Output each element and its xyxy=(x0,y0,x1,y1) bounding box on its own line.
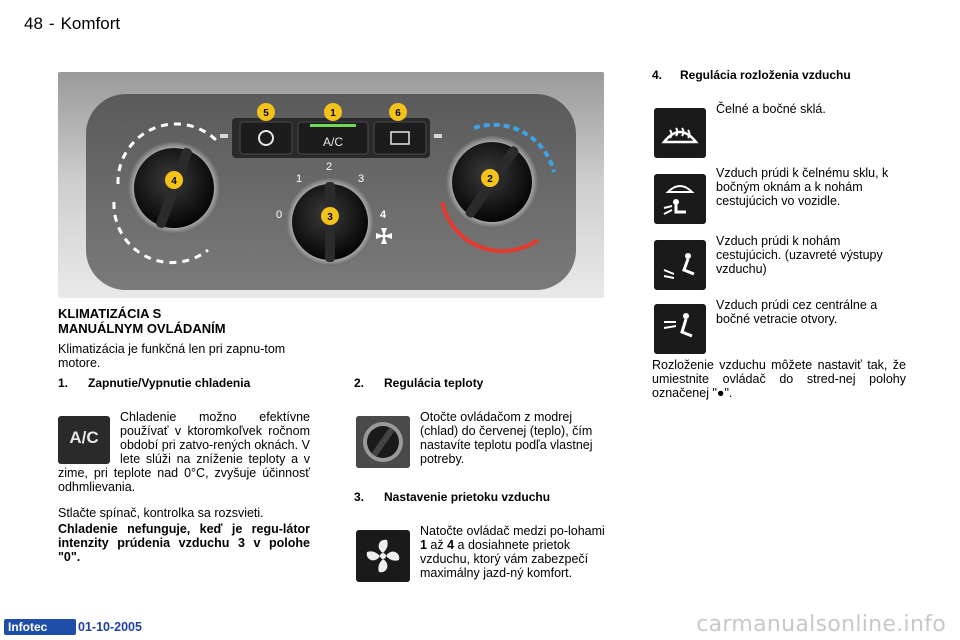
sec3-number: 3. xyxy=(354,490,365,504)
face-vent-icon xyxy=(654,304,706,354)
temperature-knob-svg xyxy=(356,416,410,468)
sec4-title: Regulácia rozloženia vzduchu xyxy=(680,68,851,82)
watermark-site: carmanualsonline.info xyxy=(696,612,946,637)
callout-1: 1 xyxy=(330,108,336,119)
header-separator: - xyxy=(48,14,55,33)
sec3-text-mid: až xyxy=(426,538,448,552)
sec3-text xyxy=(420,524,606,580)
fan-mark-2: 2 xyxy=(326,161,333,173)
sec1-text-a-content: Chladenie možno efektívne používať v ktoromkoľvek ročnom období pri zatvo-rených oknách. V lete slúži na zníženie teploty a v zime, pri teplote nad 0°C, zvyšuje účinnosť odhmlievania. xyxy=(58,410,310,494)
page-header xyxy=(24,14,120,34)
sec1-warning: Chladenie nefunguje, keď je regu-látor intenzity prúdenia vzduchu 3 v polohe "0". xyxy=(58,522,310,564)
chapter-title: Komfort xyxy=(60,14,121,33)
sec4-footer-text: Rozloženie vzduchu môžete nastaviť tak, že umiestnite ovládač do stred-nej polohy označenej "●". xyxy=(652,358,906,400)
ac-icon-label: A/C xyxy=(69,428,99,447)
sec1-text-a xyxy=(58,410,310,494)
infotec-logo: Infotec xyxy=(4,619,76,635)
section-title-line2: MANUÁLNYM OVLÁDANÍM xyxy=(58,321,226,336)
callout-2: 2 xyxy=(487,174,493,185)
section-title xyxy=(58,306,226,336)
sec1-text-b: Stlačte spínač, kontrolka sa rozsvieti. xyxy=(58,506,264,520)
sec3-title: Nastavenie prietoku vzduchu xyxy=(384,490,551,504)
temperature-knob-icon xyxy=(356,416,410,468)
fan-mark-1: 1 xyxy=(296,173,303,185)
sec2-text: Otočte ovládačom z modrej (chlad) do červenej (teplo), čím nastavíte teplotu podľa vlastnej potreby. xyxy=(420,410,593,466)
callout-5: 5 xyxy=(263,108,269,119)
fan-mark-0: 0 xyxy=(276,209,283,221)
feet-icon xyxy=(654,240,706,290)
sec4-item-4-text: Vzduch prúdi cez centrálne a bočné vetracie otvory. xyxy=(716,298,878,326)
panel-ac-label: A/C xyxy=(322,135,344,149)
sec3-position-1: 1 xyxy=(420,538,427,552)
page-number: 48 xyxy=(24,14,43,33)
fan-speed-svg xyxy=(356,530,410,582)
sec4-item-3-text: Vzduch prúdi k nohám cestujúcich. (uzavreté výstupy vzduchu) xyxy=(716,234,883,276)
sec1-number: 1. xyxy=(58,376,69,390)
sec2-title: Regulácia teploty xyxy=(384,376,484,390)
windscreen-feet-icon xyxy=(654,174,706,224)
face-vent-svg xyxy=(654,304,706,354)
intro-text: Klimatizácia je funkčná len pri zapnu-tom motore. xyxy=(58,342,286,370)
print-date: 01-10-2005 xyxy=(78,620,142,634)
fan-mark-3: 3 xyxy=(358,173,365,185)
windscreen-defrost-icon xyxy=(654,108,706,158)
callout-3: 3 xyxy=(327,212,333,223)
section-title-line1: KLIMATIZÁCIA S xyxy=(58,306,162,321)
sec3-position-4: 4 xyxy=(447,538,455,552)
icon-float-spacer xyxy=(58,410,120,466)
sec4-item-1-text: Čelné a bočné sklá. xyxy=(716,102,826,116)
sec1-title: Zapnutie/Vypnutie chladenia xyxy=(88,376,251,390)
fan-speed-icon xyxy=(356,530,410,582)
windscreen-feet-svg xyxy=(654,174,706,224)
sec4-number: 4. xyxy=(652,68,663,82)
sec3-text-pre: Natočte ovládač medzi po-lohami xyxy=(420,524,605,538)
sec4-item-2-text: Vzduch prúdi k čelnému sklu, k bočným oknám a k nohám cestujúcich vo vozidle. xyxy=(716,166,889,208)
fan-mark-4: 4 xyxy=(380,209,387,221)
sec2-number: 2. xyxy=(354,376,365,390)
sec3-text-post: a dosiahnete prietok vzduchu, ktorý vám zabezpečí maximálny jazd-ný komfort. xyxy=(420,538,589,580)
callout-6: 6 xyxy=(395,108,401,119)
callout-4: 4 xyxy=(171,176,177,187)
panel-svg xyxy=(58,72,604,298)
climate-control-panel-image xyxy=(58,72,604,298)
feet-svg xyxy=(654,240,706,290)
defrost-svg xyxy=(654,108,706,158)
